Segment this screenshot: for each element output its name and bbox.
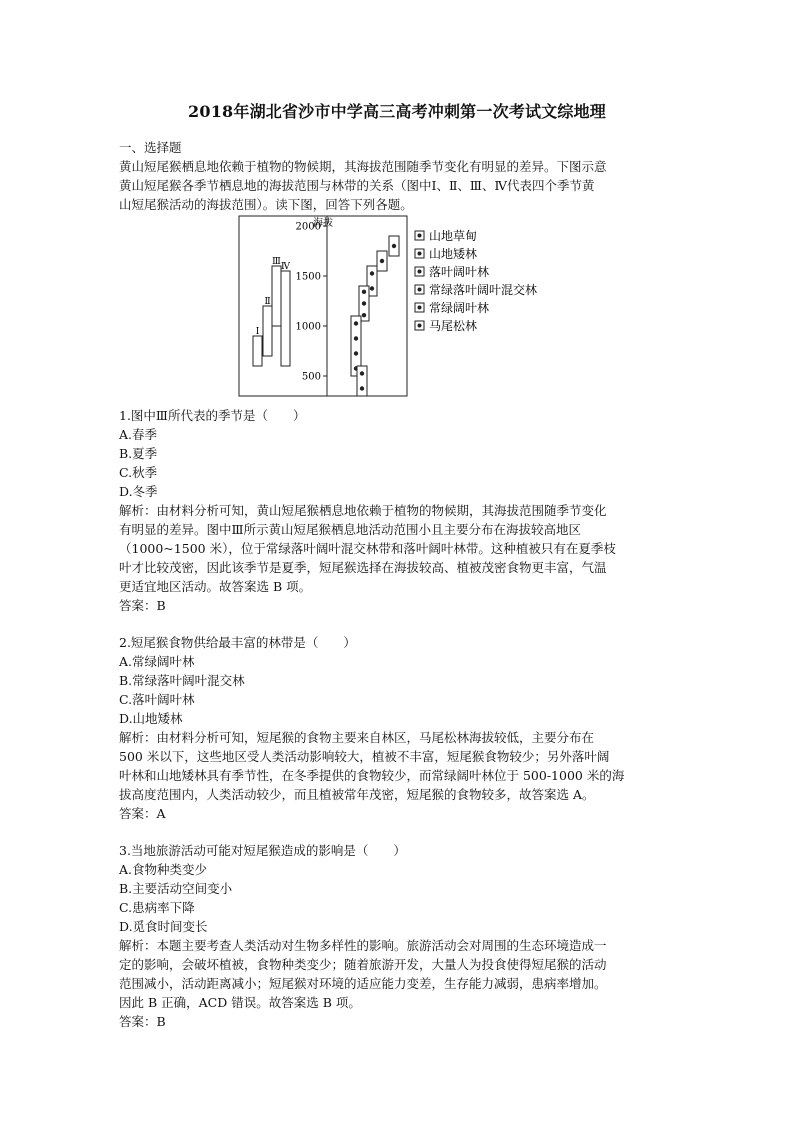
analysis-line: 解析：本题主要考查人类活动对生物多样性的影响。旅游活动会对周围的生态环境造成一 [119, 938, 607, 953]
tick-label: 2000 [295, 221, 321, 233]
tick-label: 500 [301, 371, 321, 383]
question-stem: 2.短尾猴食物供给最丰富的林带是（ ） [119, 635, 356, 650]
legend-symbol-pine [418, 324, 422, 328]
option-c: C.患病率下降 [119, 900, 195, 915]
belt-symbol-deciduous [370, 271, 374, 275]
legend-symbol-dwarf [418, 252, 422, 256]
option-b: B.夏季 [119, 446, 158, 461]
legend-label: 常绿落叶阔叶混交林 [429, 283, 538, 297]
analysis-line: 500 米以下，这些地区受人类活动影响较大，植被不丰富，短尾猴食物较少；另外落叶阔 [119, 749, 610, 764]
belt-column [357, 366, 367, 396]
option-d: D.冬季 [119, 484, 158, 499]
belt-symbol-mixed [362, 290, 366, 294]
answer: 答案：B [119, 1014, 166, 1029]
option-b: B.常绿落叶阔叶混交林 [119, 673, 245, 688]
legend-label: 落叶阔叶林 [429, 265, 490, 279]
legend-label: 马尾松林 [429, 319, 478, 333]
season-range-bar [281, 271, 290, 366]
analysis-line: 叶才比较茂密，因此该季节是夏季，短尾猴选择在海拔较高、植被茂密食物更丰富，气温 [119, 560, 607, 575]
tick-label: 1000 [295, 321, 321, 333]
analysis-line: 更适宜地区活动。故答案选 B 项。 [119, 579, 312, 594]
season-range-bar [272, 266, 281, 326]
question-stem: 3.当地旅游活动可能对短尾猴造成的影响是（ ） [119, 843, 406, 858]
intro-line: 山短尾猴活动的海拔范围）。读下图，回答下列各题。 [119, 197, 413, 212]
altitude-figure [119, 216, 679, 406]
belt-symbol-evergreen [354, 336, 358, 340]
spacer [119, 615, 679, 633]
question-stem: 1.图中Ⅲ所代表的季节是（ ） [119, 408, 306, 423]
analysis-line: （1000~1500 米），位于常绿落叶阔叶混交林带和落叶阔叶林带。这种植被只有在夏季枝 [119, 541, 616, 556]
season-range-label: Ⅲ [272, 257, 281, 267]
page-title: 2018年湖北省沙市中学高三高考冲刺第一次考试文综地理 [188, 102, 606, 121]
legend-label: 山地矮林 [429, 247, 478, 261]
legend-label: 常绿阔叶林 [429, 301, 490, 315]
section-heading: 一、选择题 [119, 140, 182, 155]
spacer [119, 823, 679, 841]
intro-line: 黄山短尾猴各季节栖息地的海拔范围与林带的关系（图中Ⅰ、Ⅱ、Ⅲ、Ⅳ代表四个季节黄 [119, 178, 595, 193]
analysis-line: 解析：由材料分析可知，黄山短尾猴栖息地依赖于植物的物候期，其海拔范围随季节变化 [119, 503, 607, 518]
option-c: C.秋季 [119, 465, 158, 480]
axis-label: 海拔 [313, 218, 333, 229]
belt-symbol-deciduous [370, 286, 374, 290]
answer: 答案：A [119, 806, 166, 821]
analysis-line: 定的影响，会破坏植被，食物种类变少；随着旅游开发，大量人为投食使得短尾猴的活动 [119, 957, 607, 972]
belt-symbol-meadow [392, 244, 396, 248]
option-a: A.常绿阔叶林 [119, 654, 195, 669]
analysis-line: 解析：由材料分析可知，短尾猴的食物主要来自林区，马尾松林海拔较低，主要分布在 [119, 730, 595, 745]
analysis-line: 范围减小，活动距离减小；短尾猴对环境的适应能力变差，生存能力减弱，患病率增加。 [119, 976, 607, 991]
belt-symbol-evergreen [354, 351, 358, 355]
legend-symbol-mixed [418, 288, 422, 292]
option-c: C.落叶阔叶林 [119, 692, 195, 707]
analysis-line: 叶林和山地矮林具有季节性，在冬季提供的食物较少，而常绿阔叶林位于 500-1000 米的海 [119, 768, 625, 783]
option-d: D.山地矮林 [119, 711, 183, 726]
legend-symbol-evergreen [418, 306, 422, 310]
season-range-bar [263, 306, 272, 356]
legend-symbol-meadow [418, 234, 422, 238]
option-a: A.春季 [119, 427, 158, 442]
analysis-line: 有明显的差异。图中Ⅲ所示黄山短尾猴栖息地活动范围小且主要分布在海拔较高地区 [119, 522, 582, 537]
altitude-belt-diagram [239, 216, 559, 406]
answer: 答案：B [119, 598, 166, 613]
option-d: D.觅食时间变长 [119, 919, 208, 934]
analysis-line: 拔高度范围内，人类活动较少，而且植被常年茂密，短尾猴的食物较多，故答案选 A。 [119, 787, 595, 802]
season-range-label: Ⅰ [255, 327, 260, 337]
belt-symbol-mixed [362, 301, 366, 305]
intro-line: 黄山短尾猴栖息地依赖于植物的物候期，其海拔范围随季节变化有明显的差异。下图示意 [119, 159, 607, 174]
option-b: B.主要活动空间变小 [119, 881, 233, 896]
belt-symbol-dwarf [380, 259, 384, 263]
legend-label: 山地草甸 [429, 229, 478, 243]
belt-symbol-evergreen [354, 321, 358, 325]
legend-symbol-deciduous [418, 270, 422, 274]
belt-symbol-pine [360, 371, 364, 375]
season-range-label: Ⅳ [281, 262, 290, 272]
season-range-label: Ⅱ [264, 297, 271, 307]
tick-label: 1500 [295, 271, 321, 283]
belt-symbol-pine [360, 386, 364, 390]
analysis-line: 因此 B 正确，ACD 错误。故答案选 B 项。 [119, 995, 361, 1010]
document-body [119, 138, 679, 1031]
option-a: A.食物种类变少 [119, 862, 208, 877]
season-range-bar [253, 336, 262, 366]
belt-symbol-mixed [362, 313, 366, 317]
